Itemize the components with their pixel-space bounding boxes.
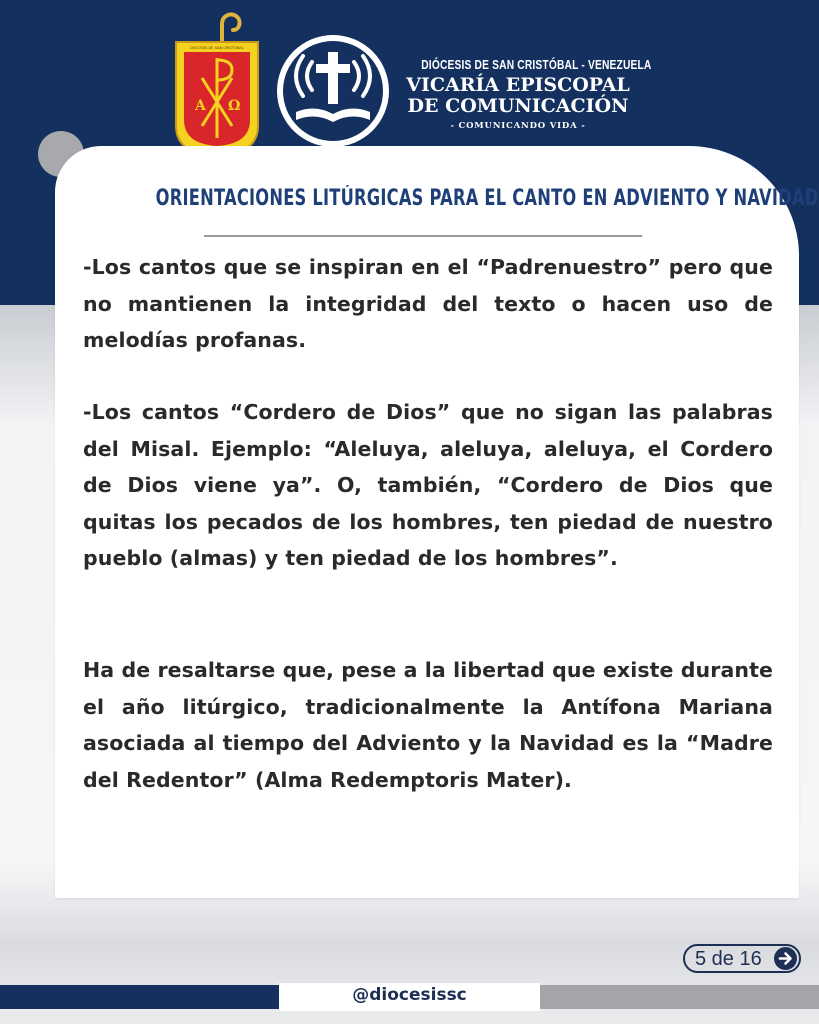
header-comunicacion-line: DE COMUNICACIÓN xyxy=(407,95,629,117)
paragraph-3: Ha de resaltarse que, pese a la libertad que existe durante el año litúrgico, tradicionalmente la Antífona Mariana asociada al tiempo del Adviento y la Navidad es la “Madre del Redentor” (Alma Redemptoris Mater). xyxy=(83,658,773,792)
shield-alpha: A xyxy=(195,98,206,114)
title-divider xyxy=(204,235,642,237)
footer-bar-right xyxy=(540,985,819,1009)
page-title: ORIENTACIONES LITÚRGICAS PARA EL CANTO EN ADVIENTO Y NAVIDAD xyxy=(155,186,819,211)
header-diocese-line: DIÓCESIS DE SAN CRISTÓBAL - VENEZUELA xyxy=(421,58,652,72)
footer-bar-left xyxy=(0,985,279,1009)
paragraph-2: -Los cantos “Cordero de Dios” que no sigan las palabras del Misal. Ejemplo: “Aleluya, aleluya, aleluya, el Cordero de Dios viene ya”. O, también, “Cordero de Dios que quitas los pecados de los hombres, ten piedad de nuestro pueblo (almas) y ten piedad de los hombres”. xyxy=(83,400,773,570)
social-handle[interactable]: @diocesissc xyxy=(352,985,467,1005)
header-vicaria-line: VICARÍA EPISCOPAL xyxy=(406,74,630,96)
shield-top-text: DIÓCESIS DE SAN CRISTÓBAL xyxy=(190,46,244,50)
page-indicator[interactable] xyxy=(683,944,801,973)
header-text-block xyxy=(400,58,652,131)
diocese-shield-logo xyxy=(172,8,264,158)
arrow-right-icon[interactable] xyxy=(774,947,797,970)
vicaria-logo xyxy=(272,30,394,152)
bottom-strip xyxy=(0,1011,819,1024)
header-tagline: - COMUNICANDO VIDA - xyxy=(450,121,586,131)
page-counter: 5 de 16 xyxy=(695,948,762,970)
shield-omega: Ω xyxy=(228,98,241,114)
paragraph-1: -Los cantos que se inspiran en el “Padrenuestro” pero que no mantienen la integridad del texto o hacen uso de melodías profanas. xyxy=(83,255,773,352)
